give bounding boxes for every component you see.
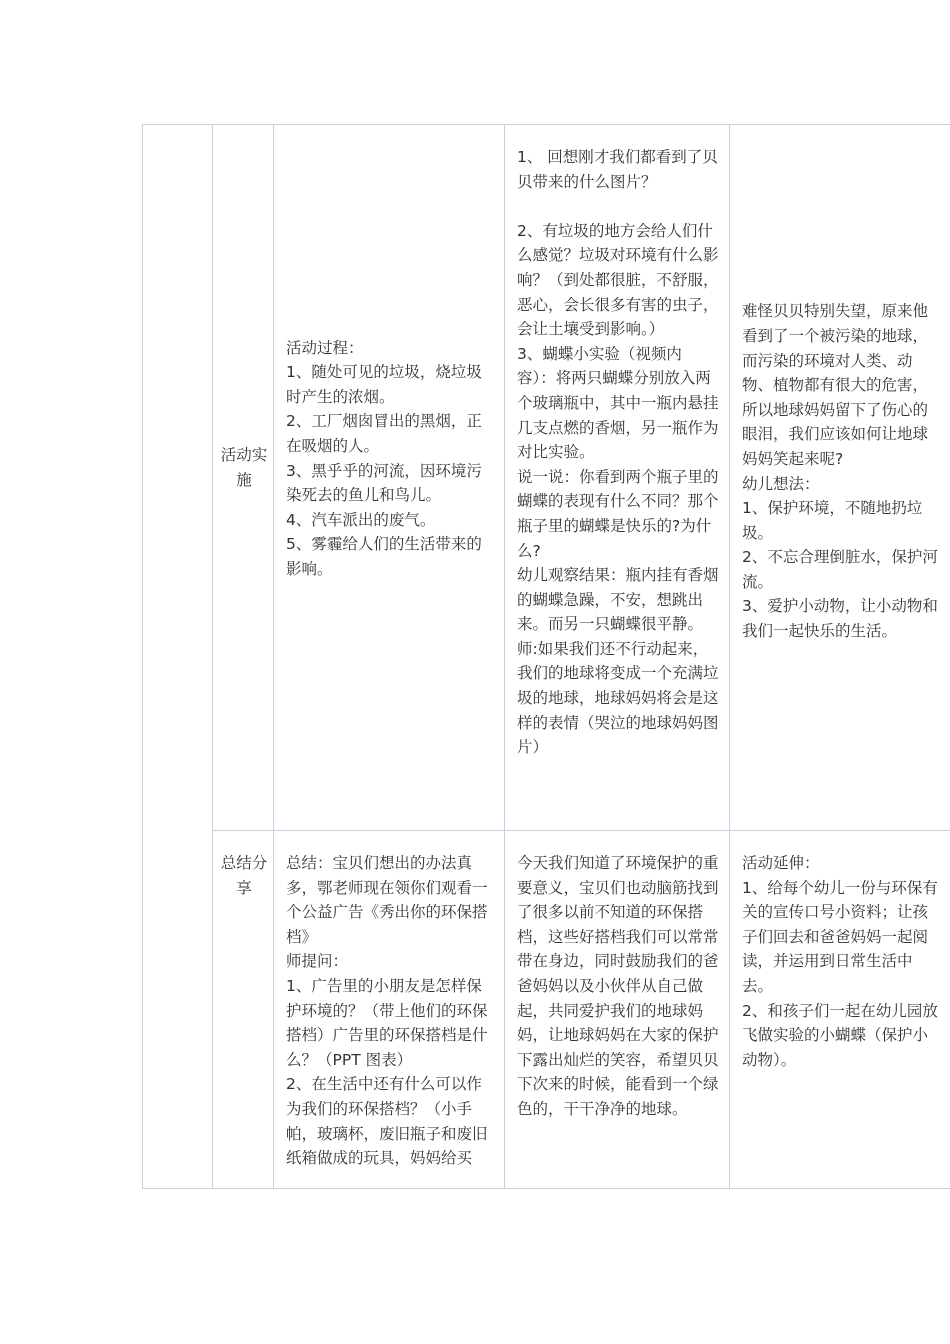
paragraph: 2、工厂烟囱冒出的黑烟，正在吸烟的人。 — [286, 412, 482, 455]
paragraph: 今天我们知道了环境保护的重要意义，宝贝们也动脑筋找到了很多以前不知道的环保搭档，这些好搭档我们可以常常带在身边，同时鼓励我们的爸爸妈妈以及小伙伴从自己做起，共同爱护我们的地球妈妈，让地球妈妈在大家的保护下露出灿烂的笑容，希望贝贝下次来的时候，能看到一个绿色的，干干净净的地球。 — [517, 854, 719, 1118]
paragraph: 1、随处可见的垃圾，烧垃圾时产生的浓烟。 — [286, 363, 482, 406]
paragraph: 活动过程： — [286, 338, 364, 357]
teacher-cell — [505, 125, 730, 831]
paragraph: 师提问： — [286, 952, 349, 971]
paragraph: 3、爱护小动物，让小动物和我们一起快乐的生活。 — [742, 597, 938, 641]
paragraph: 2、有垃圾的地方会给人们什么感觉？垃圾对环境有什么影响？（到处都很脏，不舒服，恶心，会长很多有害的虫子，会让土壤受到影响。） — [517, 221, 719, 339]
paragraph: 幼儿想法： — [742, 474, 820, 493]
table-row-summary — [143, 831, 950, 1189]
row-label-cell — [213, 831, 274, 1189]
row-label-cell — [213, 125, 274, 831]
blank-line — [517, 194, 720, 219]
paragraph: 2、不忘合理倒脏水，保护河流。 — [742, 548, 938, 591]
paragraph: 4、汽车派出的废气。 — [286, 510, 436, 529]
paragraph: 1、保护环境，不随地扔垃圾。 — [742, 499, 923, 542]
process-cell — [274, 831, 505, 1189]
child-cell — [730, 125, 950, 831]
paragraph: 2、和孩子们一起在幼儿园放飞做实验的小蝴蝶（保护小动物）。 — [742, 1001, 938, 1069]
paragraph: 3、黑乎乎的河流，因环境污染死去的鱼儿和鸟儿。 — [286, 461, 482, 505]
table-row-activity — [143, 125, 950, 831]
paragraph: 1、广告里的小朋友是怎样保护环境的？（带上他们的环保搭档）广告里的环保搭档是什么？（PPT 图表） — [286, 976, 488, 1069]
paragraph: 总结：宝贝们想出的办法真多，鄂老师现在领你们观看一个公益广告《秀出你的环保搭档》 — [286, 854, 488, 946]
paragraph: 2、在生活中还有什么可以作为我们的环保搭档？（小手帕，玻璃杯，废旧瓶子和废旧纸箱做成的玩具，妈妈给买 — [286, 1075, 488, 1168]
merged-side-cell — [143, 125, 213, 1189]
paragraph: 1、 回想刚才我们都看到了贝贝带来的什么图片？ — [517, 148, 718, 191]
child-cell — [730, 831, 950, 1189]
lesson-plan-table — [142, 124, 950, 1189]
paragraph: 3、蝴蝶小实验（视频内容）：将两只蝴蝶分别放入两个玻璃瓶中，其中一瓶内悬挂几支点燃的香烟，另一瓶作为对比实验。 — [517, 344, 719, 462]
row-label: 活动实施 — [220, 445, 268, 489]
paragraph: 5、雾霾给人们的生活带来的影响。 — [286, 535, 482, 578]
paragraph: 幼儿观察结果：瓶内挂有香烟的蝴蝶急躁，不安，想跳出来。而另一只蝴蝶很平静。 — [517, 566, 719, 634]
paragraph: 活动延伸： — [742, 854, 820, 872]
process-cell — [274, 125, 505, 831]
paragraph: 难怪贝贝特别失望，原来他看到了一个被污染的地球，而污染的环境对人类、动物、植物都有很大的危害，所以地球妈妈留下了伤心的眼泪，我们应该如何让地球妈妈笑起来呢? — [742, 302, 929, 468]
row-label: 总结分享 — [220, 854, 268, 897]
paragraph: 1、给每个幼儿一份与环保有关的宣传口号小资料；让孩子们回去和爸爸妈妈一起阅读，并运用到日常生活中去。 — [742, 878, 938, 995]
paragraph: 说一说：你看到两个瓶子里的蝴蝶的表现有什么不同？那个瓶子里的蝴蝶是快乐的?为什么? — [517, 467, 719, 560]
paragraph: 师:如果我们还不行动起来，我们的地球将变成一个充满垃圾的地球，地球妈妈将会是这样的表情（哭泣的地球妈妈图片） — [517, 639, 719, 757]
teacher-cell — [505, 831, 730, 1189]
